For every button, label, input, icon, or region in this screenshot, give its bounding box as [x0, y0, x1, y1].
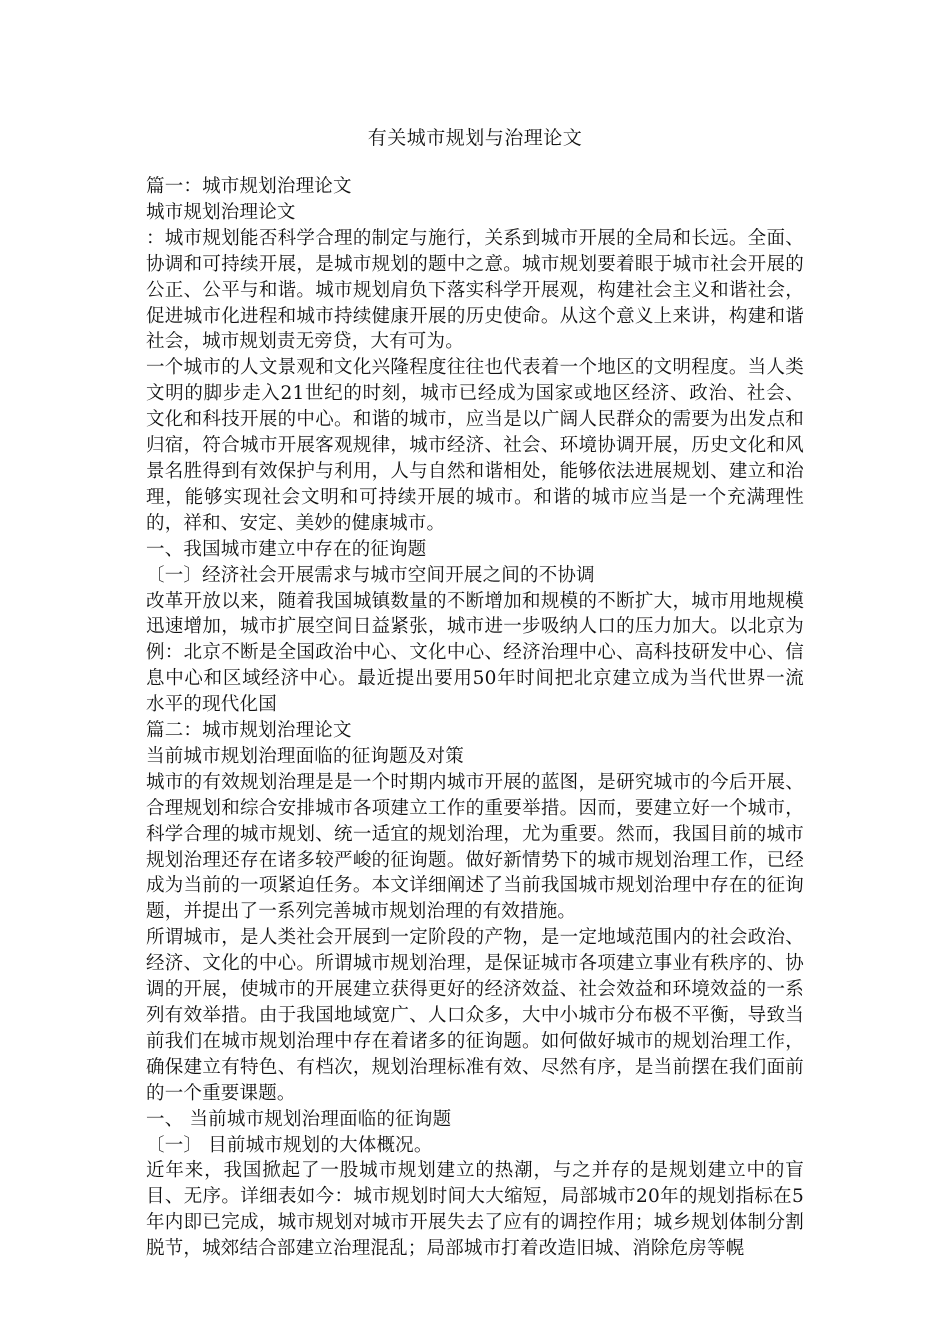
body-paragraph: 所谓城市，是人类社会开展到一定阶段的产物，是一定地域范围内的社会政治、经济、文化的中心。所谓城市规划治理，是保证城市各项建立事业有秩序的、协调的开展，使城市的开展建立获得更好的经济效益、社会效益和环境效益的一系列有效举措。由于我国地域宽广、人口众多，大中小城市分布极不平衡，导致当前我们在城市规划治理中存在着诸多的征询题。如何做好城市的规划治理工作，确保建立有特色、有档次，规划治理标准有效、尽然有序，是当前摆在我们面前的一个重要课题。 — [146, 927, 804, 1104]
body-paragraph: 城市的有效规划治理是是一个时期内城市开展的蓝图，是研究城市的今后开展、合理规划和综合安排城市各项建立工作的重要举措。因而，要建立好一个城市，科学合理的城市规划、统一适宜的规划治理，尤为重要。然而，我国目前的城市规划治理还存在诸多较严峻的征询题。做好新情势下的城市规划治理工作，已经成为当前的一项紧迫任务。本文详细阐述了当前我国城市规划治理中存在的征询题，并提出了一系列完善城市规划治理的有效措施。 — [146, 771, 804, 923]
sub-heading: 〔一〕经济社会开展需求与城市空间开展之间的不协调 — [146, 564, 595, 586]
section-heading: 一、 当前城市规划治理面临的征询题 — [146, 1108, 452, 1130]
sub-heading: 当前城市规划治理面临的征询题及对策 — [146, 745, 464, 767]
body-paragraph: 改革开放以来，随着我国城镇数量的不断增加和规模的不断扩大，城市用地规模迅速增加，城市扩展空间日益紧张，城市进一步吸纳人口的压力加大。以北京为例：北京不断是全国政治中心、文化中心、经济治理中心、高科技研发中心、信息中心和区域经济中心。最近提出要用50年时间把北京建立成为当代世界一流水平的现代化国 — [146, 590, 804, 716]
body-paragraph: ：城市规划能否科学合理的制定与施行，关系到城市开展的全局和长远。全面、协调和可持续开展，是城市规划的题中之意。城市规划要着眼于城市社会开展的公正、公平与和谐。城市规划肩负下落实科学开展观，构建社会主义和谐社会，促进城市化进程和城市持续健康开展的历史使命。从这个意义上来讲，构建和谐社会，城市规划责无旁贷，大有可为。 — [146, 227, 804, 353]
sub-heading: 〔一〕 目前城市规划的大体概况。 — [146, 1134, 433, 1156]
document-body — [146, 174, 804, 1262]
section-heading: 篇二：城市规划治理论文 — [146, 720, 352, 742]
sub-heading: 城市规划治理论文 — [146, 201, 296, 223]
section-heading: 篇一：城市规划治理论文 — [146, 176, 352, 197]
document-title: 有关城市规划与治理论文 — [367, 127, 583, 149]
section-heading: 一、我国城市建立中存在的征询题 — [146, 538, 427, 560]
body-paragraph: 近年来，我国掀起了一股城市规划建立的热潮，与之并存的是规划建立中的盲目、无序。详细表如今：城市规划时间大大缩短，局部城市20年的规划指标在5年内即已完成，城市规划对城市开展失去了应有的调控作用；城乡规划体制分割脱节，城郊结合部建立治理混乱；局部城市打着改造旧城、消除危房等幌 — [146, 1160, 804, 1260]
body-paragraph: 一个城市的人文景观和文化兴隆程度往往也代表着一个地区的文明程度。当人类文明的脚步走入21世纪的时刻，城市已经成为国家或地区经济、政治、社会、文化和科技开展的中心。和谐的城市，应当是以广阔人民群众的需要为出发点和归宿，符合城市开展客观规律，城市经济、社会、环境协调开展，历史文化和风景名胜得到有效保护与利用，人与自然和谐相处，能够依法进展规划、建立和治理，能够实现社会文明和可持续开展的城市。和谐的城市应当是一个充满理性的，祥和、安定、美妙的健康城市。 — [146, 357, 804, 534]
